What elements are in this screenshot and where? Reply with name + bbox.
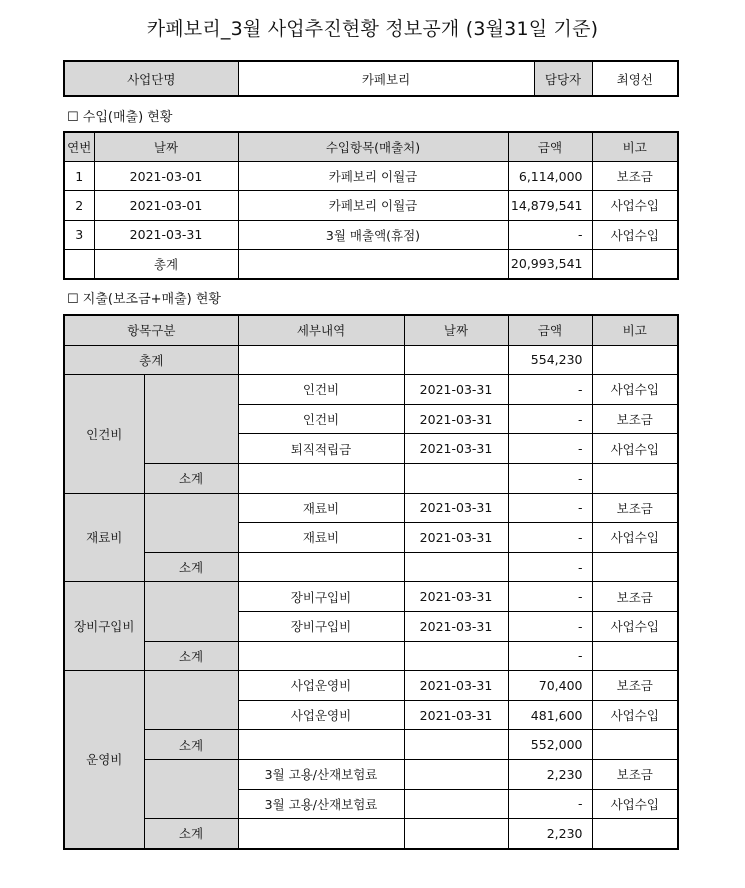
subtotal-amount: 2,230 (508, 819, 592, 849)
category-material: 재료비 (64, 493, 144, 582)
expense-table (63, 314, 679, 850)
income-cell-no: 3 (64, 220, 94, 249)
expense-cell-note: 보조금 (592, 671, 678, 701)
empty-cell (592, 819, 678, 849)
category-operation: 운영비 (64, 671, 144, 849)
expense-cell-amount: - (508, 611, 592, 641)
income-header-note: 비고 (592, 132, 678, 162)
empty-cell (592, 730, 678, 760)
expense-cell-amount: - (508, 582, 592, 612)
income-cell-date: 2021-03-31 (94, 220, 238, 249)
expense-section-title: ☐ 지출(보조금+매출) 현황 (67, 292, 221, 307)
subtotal-row (64, 552, 678, 582)
subtotal-label: 소계 (144, 730, 238, 760)
income-table (63, 131, 679, 280)
income-cell-amount: - (508, 220, 592, 249)
expense-cell-detail: 재료비 (238, 523, 404, 553)
expense-cell-date: 2021-03-31 (404, 493, 508, 523)
subtotal-row (64, 641, 678, 671)
category-labor: 인건비 (64, 375, 144, 493)
subtotal-amount: - (508, 552, 592, 582)
expense-cell-amount: - (508, 375, 592, 405)
empty-cell (592, 463, 678, 493)
expense-cell-note: 사업수입 (592, 523, 678, 553)
empty-cell (592, 552, 678, 582)
subtotal-row (64, 819, 678, 849)
expense-cell-detail: 퇴직적립금 (238, 434, 404, 464)
expense-cell-detail: 장비구입비 (238, 611, 404, 641)
income-cell-note: 보조금 (592, 162, 678, 191)
expense-cell-date: 2021-03-31 (404, 671, 508, 701)
income-header-no: 연번 (64, 132, 94, 162)
manager-label: 담당자 (534, 61, 592, 96)
expense-cell-date (404, 759, 508, 789)
expense-cell-amount: - (508, 404, 592, 434)
expense-cell-date: 2021-03-31 (404, 434, 508, 464)
business-info-table (63, 60, 679, 97)
subtotal-row (64, 463, 678, 493)
income-row (64, 191, 678, 220)
business-name-label: 사업단명 (64, 61, 238, 96)
income-cell-amount: 14,879,541 (508, 191, 592, 220)
expense-cell-detail: 3월 고용/산재보험료 (238, 759, 404, 789)
expense-cell-amount: - (508, 789, 592, 819)
subcategory-cell (144, 493, 238, 552)
expense-header-note: 비고 (592, 315, 678, 345)
table-row (64, 759, 678, 789)
expense-cell-date: 2021-03-31 (404, 404, 508, 434)
page-title: 카페보리_3월 사업추진현황 정보공개 (3월31일 기준) (146, 18, 599, 40)
table-row (64, 582, 678, 612)
income-cell-no: 2 (64, 191, 94, 220)
empty-cell (404, 730, 508, 760)
income-header-row (64, 132, 678, 162)
expense-cell-date: 2021-03-31 (404, 375, 508, 405)
expense-header-date: 날짜 (404, 315, 508, 345)
expense-cell-date: 2021-03-31 (404, 582, 508, 612)
expense-cell-date: 2021-03-31 (404, 611, 508, 641)
income-total-blank (592, 249, 678, 279)
expense-cell-detail: 사업운영비 (238, 671, 404, 701)
expense-total-label: 총계 (64, 345, 238, 375)
income-cell-date: 2021-03-01 (94, 162, 238, 191)
expense-total-row (64, 345, 678, 375)
income-cell-item: 3월 매출액(휴점) (238, 220, 508, 249)
expense-cell-note: 보조금 (592, 759, 678, 789)
expense-cell-note: 사업수입 (592, 789, 678, 819)
expense-cell-note: 보조금 (592, 493, 678, 523)
income-row (64, 220, 678, 249)
expense-cell-note: 사업수입 (592, 375, 678, 405)
income-total-row (64, 249, 678, 279)
expense-cell-note: 사업수입 (592, 611, 678, 641)
subtotal-label: 소계 (144, 463, 238, 493)
expense-cell-amount: 481,600 (508, 700, 592, 730)
expense-cell-note: 보조금 (592, 582, 678, 612)
category-equipment: 장비구입비 (64, 582, 144, 671)
income-cell-no: 1 (64, 162, 94, 191)
expense-total-amount: 554,230 (508, 345, 592, 375)
subcategory-cell (144, 582, 238, 641)
table-row (64, 375, 678, 405)
subtotal-label: 소계 (144, 819, 238, 849)
income-total-blank (64, 249, 94, 279)
income-cell-note: 사업수입 (592, 191, 678, 220)
expense-cell-amount: 2,230 (508, 759, 592, 789)
income-section-title: ☐ 수입(매출) 현황 (67, 110, 173, 125)
empty-cell (238, 730, 404, 760)
income-total-amount: 20,993,541 (508, 249, 592, 279)
expense-header-amount: 금액 (508, 315, 592, 345)
subcategory-cell (144, 375, 238, 464)
business-name-value: 카페보리 (238, 61, 534, 96)
expense-cell-detail: 인건비 (238, 375, 404, 405)
income-header-item: 수입항목(매출처) (238, 132, 508, 162)
subtotal-amount: - (508, 641, 592, 671)
expense-cell-note: 사업수입 (592, 700, 678, 730)
expense-cell-amount: - (508, 434, 592, 464)
income-header-date: 날짜 (94, 132, 238, 162)
empty-cell (592, 641, 678, 671)
expense-cell-detail: 사업운영비 (238, 700, 404, 730)
expense-header-category: 항목구분 (64, 315, 238, 345)
subtotal-row (64, 730, 678, 760)
subtotal-label: 소계 (144, 552, 238, 582)
subtotal-amount: 552,000 (508, 730, 592, 760)
income-cell-amount: 6,114,000 (508, 162, 592, 191)
empty-cell (238, 463, 404, 493)
income-cell-date: 2021-03-01 (94, 191, 238, 220)
expense-cell-amount: - (508, 523, 592, 553)
expense-cell-detail: 인건비 (238, 404, 404, 434)
subcategory-cell (144, 759, 238, 818)
income-row (64, 162, 678, 191)
empty-cell (404, 552, 508, 582)
expense-cell-detail: 재료비 (238, 493, 404, 523)
empty-cell (592, 345, 678, 375)
expense-header-detail: 세부내역 (238, 315, 404, 345)
empty-cell (404, 463, 508, 493)
expense-cell-note: 사업수입 (592, 434, 678, 464)
expense-cell-date: 2021-03-31 (404, 523, 508, 553)
income-cell-item: 카페보리 이월금 (238, 191, 508, 220)
table-row (64, 671, 678, 701)
empty-cell (404, 819, 508, 849)
income-header-amount: 금액 (508, 132, 592, 162)
expense-cell-date: 2021-03-31 (404, 700, 508, 730)
expense-cell-amount: - (508, 493, 592, 523)
empty-cell (404, 345, 508, 375)
expense-cell-note: 보조금 (592, 404, 678, 434)
empty-cell (238, 641, 404, 671)
income-total-blank (238, 249, 508, 279)
manager-value: 최영선 (592, 61, 678, 96)
expense-cell-detail: 3월 고용/산재보험료 (238, 789, 404, 819)
subtotal-label: 소계 (144, 641, 238, 671)
income-cell-item: 카페보리 이월금 (238, 162, 508, 191)
subtotal-amount: - (508, 463, 592, 493)
income-total-label: 총계 (94, 249, 238, 279)
empty-cell (238, 345, 404, 375)
subcategory-cell (144, 671, 238, 730)
expense-cell-date (404, 789, 508, 819)
expense-header-row (64, 315, 678, 345)
expense-cell-detail: 장비구입비 (238, 582, 404, 612)
expense-cell-amount: 70,400 (508, 671, 592, 701)
empty-cell (404, 641, 508, 671)
table-row (64, 493, 678, 523)
income-cell-note: 사업수입 (592, 220, 678, 249)
empty-cell (238, 552, 404, 582)
empty-cell (238, 819, 404, 849)
